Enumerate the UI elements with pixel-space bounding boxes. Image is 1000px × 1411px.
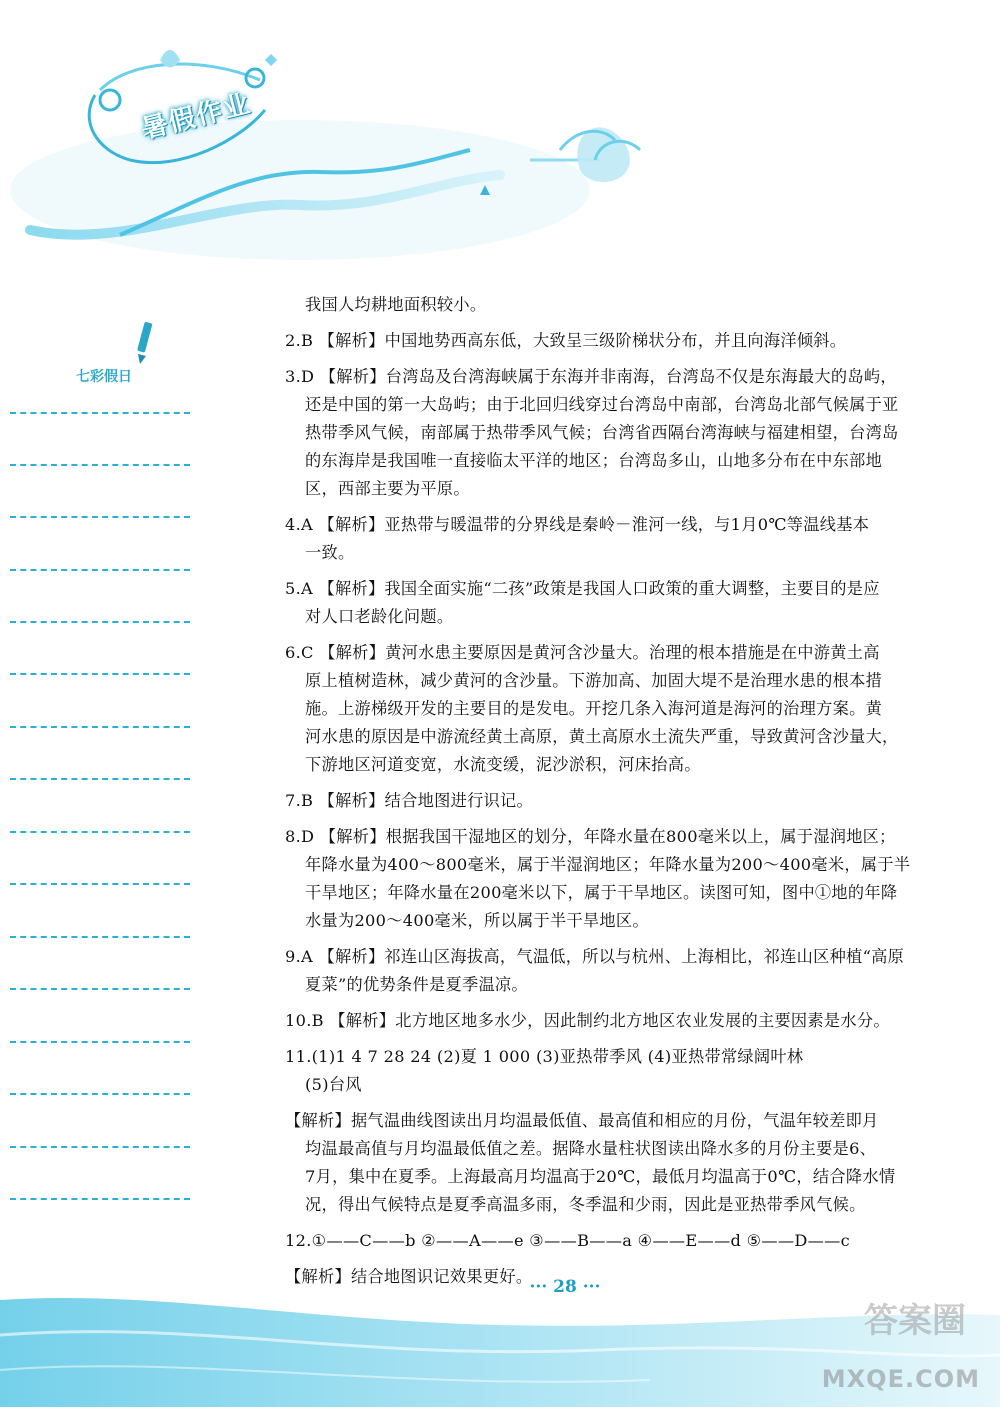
answer-line-text: 夏菜”的优势条件是夏季温凉。: [305, 975, 528, 994]
answer-line-text: 我国人均耕地面积较小。: [305, 295, 487, 314]
answer-line: [10, 726, 190, 728]
watermark-site: MXQE.COM: [821, 1365, 980, 1393]
answer-line: [10, 516, 190, 518]
answer-line: [10, 1198, 190, 1200]
watermark: [796, 1289, 986, 1399]
answer-line-text: 水量为200～400毫米，所以属于半干旱地区。: [305, 911, 649, 930]
watermark-logo: 答案圈: [864, 1301, 966, 1341]
answer-line-text: 河水患的原因是中游流经黄土高原，黄土高原水土流失严重，导致黄河含沙量大，: [305, 727, 899, 746]
answer-line: [10, 988, 190, 990]
answer-line-text: 7.B 【解析】结合地图进行识记。: [285, 791, 534, 810]
answer-line-text: 10.B 【解析】北方地区地多水少，因此制约北方地区农业发展的主要因素是水分。: [285, 1011, 890, 1030]
answer-line: [10, 1093, 190, 1095]
answer-line-text: 的东海岸是我国唯一直接临太平洋的地区；台湾岛多山，山地多分布在中东部地: [305, 451, 883, 470]
answer-line-text: 还是中国的第一大岛屿；由于北回归线穿过台湾岛中南部，台湾岛北部气候属于亚: [305, 395, 899, 414]
answer-line: [10, 621, 190, 623]
answer-line: [10, 464, 190, 466]
answer-line-text: 对人口老龄化问题。: [305, 607, 454, 626]
answer-line-text: 施。上游梯级开发的主要目的是发电。开挖几条入海河道是海河的治理方案。黄: [305, 699, 883, 718]
answer-line-text: 原上植树造林，减少黄河的含沙量。下游加高、加固大堤不是治理水患的根本措: [305, 671, 883, 690]
answer-line-text: 一致。: [305, 543, 355, 562]
answer-line-text: 9.A 【解析】祁连山区海拔高，气温低，所以与杭州、上海相比，祁连山区种植“高原: [285, 947, 905, 966]
answer-line: [10, 1146, 190, 1148]
answer-line-text: 下游地区河道变宽，水流变缓，泥沙淤积，河床抬高。: [305, 755, 701, 774]
header-title: 暑假作业: [138, 88, 255, 146]
answer-line-text: 均温最高值与月均温最低值之差。据降水量柱状图读出降水多的月份主要是6、: [305, 1139, 877, 1158]
answer-line-text: 2.B 【解析】中国地势西高东低，大致呈三级阶梯状分布，并且向海洋倾斜。: [285, 331, 847, 350]
pen-icon: [132, 320, 156, 366]
answer-line-text: 【解析】据气温曲线图读出月均温最低值、最高值和相应的月份，气温年较差即月: [285, 1111, 879, 1130]
page-number: ··· 28 ···: [529, 1277, 601, 1297]
answer-line: [10, 569, 190, 571]
answer-line: [10, 412, 190, 414]
answer-line-text: 区，西部主要为平原。: [305, 479, 470, 498]
answer-line-text: 【解析】结合地图识记效果更好。: [285, 1267, 533, 1286]
sidebar: [0, 320, 195, 1240]
answer-line: [10, 778, 190, 780]
answer-line-text: 热带季风气候，南部属于热带季风气候；台湾省西隔台湾海峡与福建相望，台湾岛: [305, 423, 899, 442]
sidebar-label: 七彩假日: [76, 369, 132, 385]
answer-line-text: 3.D 【解析】台湾岛及台湾海峡属于东海并非南海，台湾岛不仅是东海最大的岛屿，: [285, 367, 897, 386]
answer-line: [10, 883, 190, 885]
answer-line-text: 况，得出气候特点是夏季高温多雨，冬季温和少雨，因此是亚热带季风气候。: [305, 1195, 866, 1214]
answer-line-text: 6.C 【解析】黄河水患主要原因是黄河含沙量大。治理的根本措施是在中游黄土高: [285, 643, 880, 662]
answer-line-text: 7月，集中在夏季。上海最高月均温高于20℃，最低月均温高于0℃，结合降水情: [305, 1167, 896, 1186]
answer-line-text: 11.(1)1 4 7 28 24 (2)夏 1 000 (3)亚热带季风 (4)亚热带常绿阔叶林: [285, 1047, 804, 1066]
answer-line-text: 4.A 【解析】亚热带与暖温带的分界线是秦岭－淮河一线，与1月0℃等温线基本: [285, 515, 870, 534]
answer-line-text: (5)台风: [305, 1075, 362, 1094]
answer-line-text: 干旱地区；年降水量在200毫米以下，属于干旱地区。读图可知，图中①地的年降: [305, 883, 898, 902]
answer-line: [10, 1041, 190, 1043]
answer-line-text: 8.D 【解析】根据我国干湿地区的划分，年降水量在800毫米以上，属于湿润地区；: [285, 827, 896, 846]
answer-line: [10, 831, 190, 833]
answer-content: [285, 291, 911, 1291]
answer-line: [10, 673, 190, 675]
footer-decoration: [0, 1290, 1000, 1407]
answer-line: [10, 936, 190, 938]
answer-line-text: 年降水量为400～800毫米，属于半湿润地区；年降水量为200～400毫米，属于半: [305, 855, 911, 874]
header-decoration: [0, 0, 1000, 270]
answer-line-text: 5.A 【解析】我国全面实施“二孩”政策是我国人口政策的重大调整，主要目的是应: [285, 579, 880, 598]
answer-line-text: 12.①——C——b ②——A——e ③——B——a ④——E——d ⑤——D——c: [285, 1231, 851, 1250]
